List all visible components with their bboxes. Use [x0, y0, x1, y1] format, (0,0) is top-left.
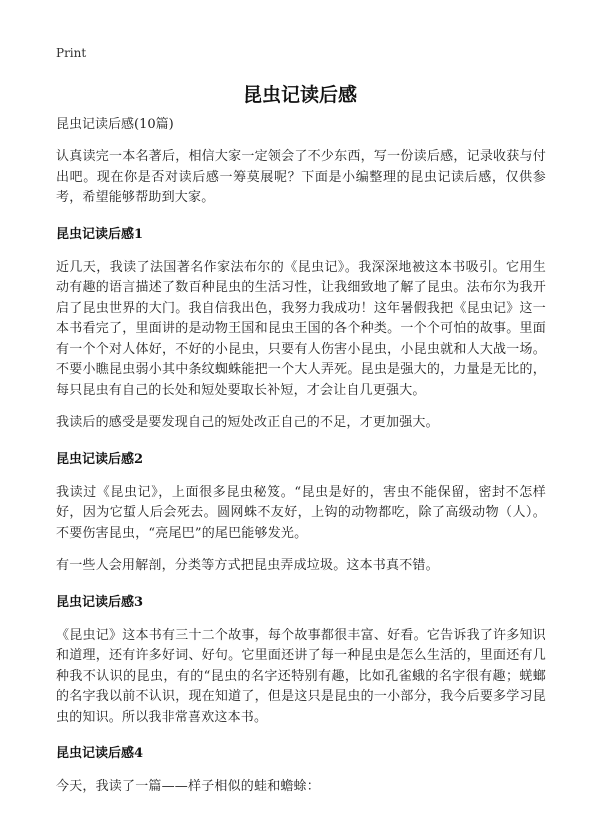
section-heading-4: 昆虫记读后感4	[56, 746, 144, 761]
section-2-paragraph-2: 有一些人会用解剖，分类等方式把昆虫弄成垃圾。这本书真不错。	[56, 558, 439, 573]
document-subtitle: 昆虫记读后感(10篇)	[56, 117, 174, 132]
document-body	[56, 116, 546, 810]
page-title: 昆虫记读后感	[242, 84, 357, 106]
section-heading-3: 昆虫记读后感3	[56, 594, 144, 610]
section-4-paragraph-1: 今天，我读了一篇——样子相似的蛙和蟾蜍：	[56, 779, 321, 794]
section-1-paragraph-1: 近几天，我读了法国著名作家法布尔的《昆虫记》。我深深地被这本书吸引。它用生动有趣的语言描述了数百种昆虫的生活习性，让我细致地了解了昆虫。法布尔为我开启了昆虫世界的大门。我自信我出色，我努力我成功！这年暑假我把《昆虫记》这一本书看完了，里面讲的是动物王国和昆虫王国的各个种类。一个个可怕的故事。里面有一个个对人体好，不好的小昆虫，只要有人伤害小昆虫，小昆虫就和人大战一场。不要小瞧昆虫弱小其中条纹蜘蛛能把一个大人弄死。昆虫是强大的，力量是无比的，每只昆虫有自己的长处和短处要取长补短，才会让自几更强大。	[56, 259, 546, 398]
section-heading-1: 昆虫记读后感1	[56, 226, 144, 242]
print-link[interactable]: Print	[56, 46, 87, 60]
section-3-paragraph-1: 《昆虫记》这本书有三十二个故事，每个故事都很丰富、好看。它告诉我了许多知识和道理，还有许多好词、好句。它里面还讲了每一种昆虫是怎么生活的，里面还有几种我不认识的昆虫，有的“昆虫的名字还特别有趣，比如孔雀蛾的名字很有趣；蜣螂的名字我以前不认识，现在知道了，但是这只是昆虫的一小部分，我今后要多学习昆虫的知识。所以我非常喜欢这本书。	[56, 627, 546, 725]
section-heading-2: 昆虫记读后感2	[56, 451, 144, 467]
section-1-paragraph-2: 我读后的感受是要发现自己的短处改正自己的不足，才更加强大。	[56, 415, 439, 430]
intro-paragraph: 认真读完一本名著后，相信大家一定领会了不少东西，写一份读后感，记录收获与付出吧。现在你是否对读后感一筹莫展呢？下面是小编整理的昆虫记读后感，仅供参考，希望能够帮助到大家。	[56, 149, 546, 205]
section-2-paragraph-1: 我读过《昆虫记》，上面很多昆虫秘笈。“昆虫是好的，害虫不能保留，密封不怎样好，因为它蜇人后会死去。圆网蛛不友好，上钩的动物都吃，除了高级动物（人）。不要伤害昆虫，“亮尾巴”的尾巴能够发光。	[56, 484, 546, 541]
